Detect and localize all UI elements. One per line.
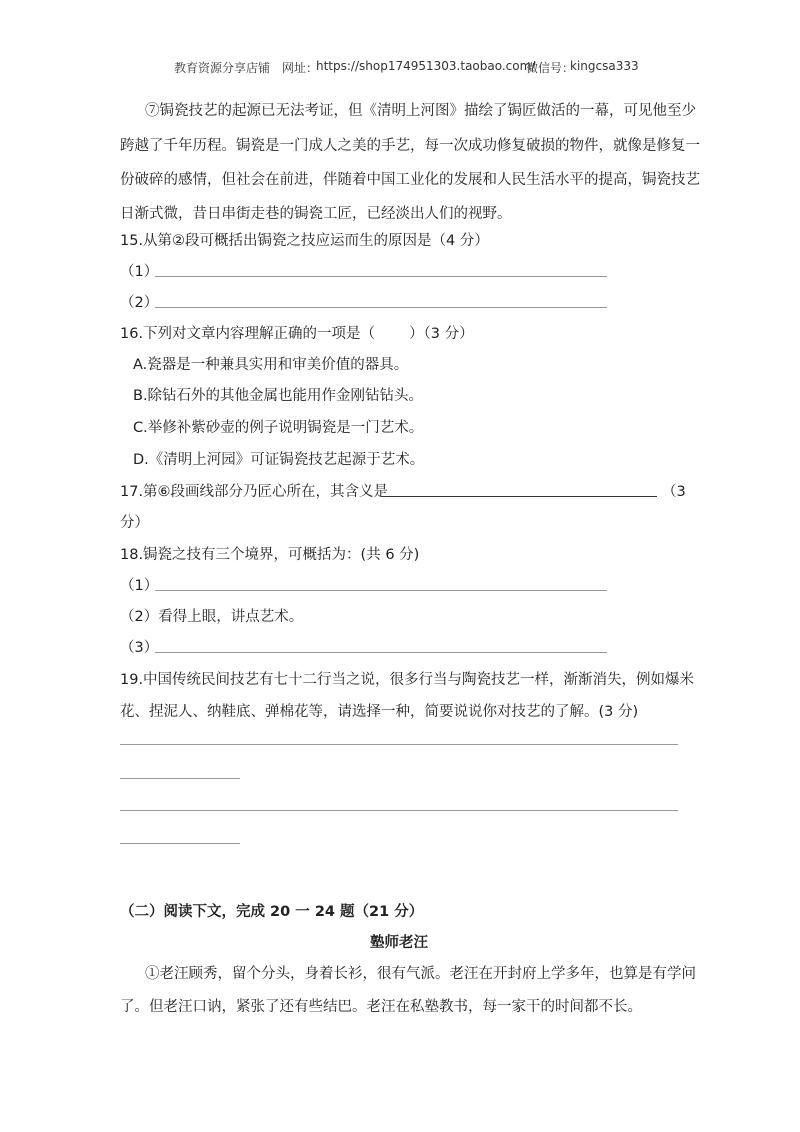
question-19-stem: 花、捏泥人、纳鞋底、弹棉花等，请选择一种，简要说说你对技艺的了解。(3 分) [120, 704, 639, 720]
answer-label: （3） [120, 640, 159, 656]
section-heading [120, 902, 423, 922]
option-b[interactable]: B.除钻石外的其他金属也能用作金刚钻钻头。 [133, 388, 424, 404]
answer-line-2: （2）看得上眼，讲点艺术。 [120, 609, 304, 625]
question-16-stem-end: ）（3 分） [409, 326, 474, 342]
header-url[interactable]: https://shop174951303.taobao.com/ [316, 59, 536, 73]
question-17-score: （3 [662, 484, 686, 500]
header-wechat-label: 微信号： [526, 61, 575, 75]
question-17-stem: 17.第⑥段画线部分乃匠心所在，其含义是 [120, 484, 389, 500]
passage-line: 跨越了千年历程。锔瓷是一门成人之美的手艺，每一次成功修复破损的物件，就像是修复一 [120, 138, 700, 154]
question-18-stem: 18.锔瓷之技有三个境界，可概括为：(共 6 分) [120, 547, 420, 563]
answer-line[interactable] [120, 843, 240, 844]
question-16-stem-start: 16.下列对文章内容理解正确的一项是（ [120, 326, 376, 342]
answer-line[interactable] [155, 590, 607, 591]
passage-line: 日渐式微，昔日串街走巷的锔瓷工匠，已经淡出人们的视野。 [120, 206, 512, 222]
option-c[interactable]: C.举修补紫砂壶的例子说明锔瓷是一门艺术。 [133, 420, 424, 436]
question-16-stem [120, 324, 474, 344]
answer-label: （1） [120, 578, 159, 594]
answer-line[interactable] [155, 276, 607, 277]
header-shop-name: 教育资源分享店铺 [174, 61, 271, 75]
answer-label: （1） [120, 264, 159, 280]
passage-line: 份破碎的感情，但社会在前进，伴随着中国工业化的发展和人民生活水平的提高，锔瓷技艺 [120, 172, 700, 188]
article-title-text: 塾师老汪 [370, 935, 428, 951]
answer-line[interactable] [385, 496, 657, 497]
section-heading-text: （二）阅读下文，完成 20 一 24 题（21 分） [120, 904, 424, 920]
passage-line: ⑦锔瓷技艺的起源已无法考证，但《清明上河图》描绘了锔匠做活的一幕，可见他至少 [145, 103, 696, 119]
answer-line[interactable] [155, 652, 607, 653]
answer-line[interactable] [120, 744, 678, 745]
answer-line[interactable] [120, 810, 678, 811]
answer-line[interactable] [155, 307, 607, 308]
passage-line: ①老汪顾秀，留个分头，身着长衫，很有气派。老汪在开封府上学多年，也算是有学问 [145, 966, 696, 982]
header-url-label: 网址： [282, 61, 319, 75]
passage-line: 了。但老汪口讷，紧张了还有些结巴。老汪在私塾教书，每一家干的时间都不长。 [120, 999, 642, 1015]
option-d[interactable]: D.《清明上河园》可证锔瓷技艺起源于艺术。 [133, 452, 425, 468]
question-15-stem: 15.从第②段可概括出锔瓷之技应运而生的原因是（4 分） [120, 233, 489, 249]
header-wechat-id: kingcsa333 [570, 59, 639, 73]
answer-label: （2） [120, 295, 159, 311]
question-19-stem: 19.中国传统民间技艺有七十二行当之说，很多行当与陶瓷技艺一样，渐渐消失，例如爆米 [120, 672, 695, 688]
article-title [370, 933, 428, 953]
option-a[interactable]: A.瓷器是一种兼具实用和审美价值的器具。 [133, 357, 409, 373]
answer-line[interactable] [120, 778, 240, 779]
question-17-score: 分） [120, 515, 149, 531]
